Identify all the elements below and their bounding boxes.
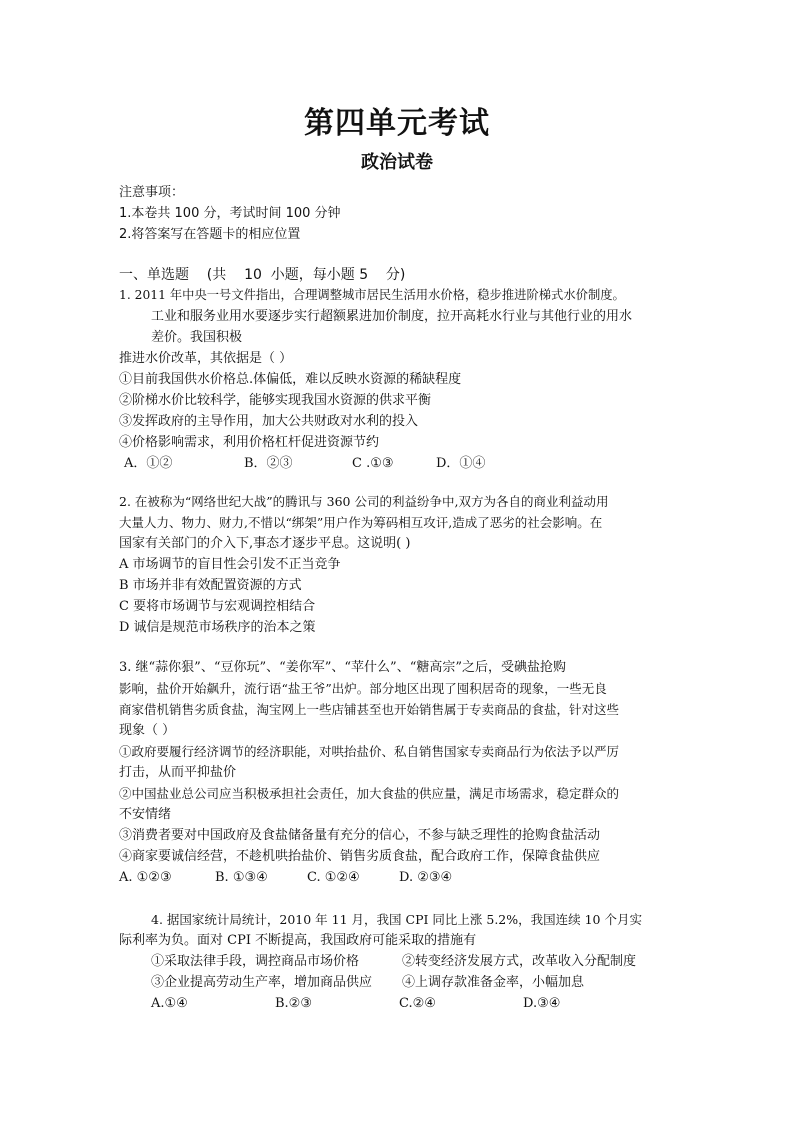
notes-item: 2.将答案写在答题卡的相应位置 xyxy=(119,227,301,242)
option-line-cont: 不安情绪 xyxy=(119,807,172,822)
choice-b: B. ①③④ xyxy=(215,870,268,885)
option-line: ②中国盐业总公司应当积极承担社会责任，加大食盐的供应量，满足市场需求，稳定群众的 xyxy=(119,786,620,801)
page-subtitle: 政治试卷 xyxy=(361,152,433,173)
answer-choices xyxy=(119,867,679,888)
option-line: ③消费者要对中国政府及食盐储备量有充分的信心，不参与缺乏理性的抢购食盐活动 xyxy=(119,828,601,843)
option-line: C 要将市场调节与宏观调控相结合 xyxy=(119,599,316,614)
answer-choices xyxy=(119,993,679,1014)
question-stem-line: 现象（ ） xyxy=(119,723,176,738)
question-stem-line: 影响，盐价开始飙升，流行语“盐王爷”出炉。部分地区出现了囤积居奇的现象，一些无良 xyxy=(119,681,607,696)
notes-heading: 注意事项： xyxy=(119,185,185,200)
option-line: ③企业提高劳动生产率，增加商品供应 xyxy=(151,975,373,990)
option-line: ④商家要诚信经营，不趁机哄抬盐价、销售劣质食盐，配合政府工作，保障食盐供应 xyxy=(119,849,601,864)
option-line: ②阶梯水价比较科学，能够实现我国水资源的供求平衡 xyxy=(119,393,432,408)
question-stem-line: 国家有关部门的介入下,事态才逐步平息。这说明( ) xyxy=(119,536,411,551)
notes-item: 1.本卷共 100 分，考试时间 100 分钟 xyxy=(119,206,341,221)
question-stem-line: 差价。我国积极 xyxy=(151,330,243,345)
option-line: D 诚信是规范市场秩序的治本之策 xyxy=(119,620,316,635)
question-stem-line: 2. 在被称为“网络世纪大战”的腾讯与 360 公司的利益纷争中,双方为各自的商业利益动用 xyxy=(119,494,609,509)
choice-b: B．②③ xyxy=(244,456,293,471)
option-line: ①政府要履行经济调节的经济职能，对哄抬盐价、私自销售国家专卖商品行为依法予以严厉 xyxy=(119,744,620,759)
choice-c: C .①③ xyxy=(352,456,394,471)
option-line: B 市场并非有效配置资源的方式 xyxy=(119,578,302,593)
option-row xyxy=(119,972,679,993)
question-2 xyxy=(119,491,679,638)
choice-c: C.②④ xyxy=(399,996,436,1011)
question-4 xyxy=(119,909,679,1014)
notes-block xyxy=(119,182,679,245)
question-stem-line: 际利率为负。面对 CPI 不断提高，我国政府可能采取的措施有 xyxy=(119,933,477,948)
question-stem-line: 大量人力、物力、财力,不惜以“绑架”用户作为筹码相互攻讦,造成了恶劣的社会影响。在 xyxy=(119,515,603,530)
question-stem-line: 推进水价改革，其依据是（ ） xyxy=(119,351,293,366)
option-line: ④价格影响需求，利用价格杠杆促进资源节约 xyxy=(119,435,380,450)
choice-a: A．①② xyxy=(124,456,173,471)
page-title: 第四单元考试 xyxy=(304,106,490,141)
option-line-cont: 打击，从而平抑盐价 xyxy=(119,765,237,780)
choice-d: D.③④ xyxy=(523,996,561,1011)
option-line: ①目前我国供水价格总.体偏低，难以反映水资源的稀缺程度 xyxy=(119,372,462,387)
question-stem-line: 工业和服务业用水要逐步实行超额累进加价制度，拉开高耗水行业与其他行业的用水 xyxy=(151,309,633,324)
question-stem-line: 4. 据国家统计局统计，2010 年 11 月，我国 CPI 同比上涨 5.2%，我国连续 10 个月实 xyxy=(151,912,642,927)
question-stem-line: 商家借机销售劣质食盐，淘宝网上一些店铺甚至也开始销售属于专卖商品的食盐，针对这些 xyxy=(119,702,620,717)
option-row xyxy=(119,951,679,972)
question-3 xyxy=(119,657,679,888)
choice-b: B.②③ xyxy=(275,996,312,1011)
option-line: ④上调存款准备金率，小幅加息 xyxy=(402,975,585,990)
option-line: ③发挥政府的主导作用，加大公共财政对水利的投入 xyxy=(119,414,419,429)
option-line: ②转变经济发展方式，改革收入分配制度 xyxy=(402,954,637,969)
option-line: ①采取法律手段，调控商品市场价格 xyxy=(151,954,360,969)
answer-choices xyxy=(119,453,679,474)
choice-c: C. ①②④ xyxy=(307,870,360,885)
option-line: A 市场调节的盲目性会引发不正当竞争 xyxy=(119,557,341,572)
choice-a: A. ①②③ xyxy=(119,870,172,885)
question-stem-line: 1. 2011 年中央一号文件指出，合理调整城市居民生活用水价格，稳步推进阶梯式水价制度。 xyxy=(119,288,625,302)
question-stem-line: 3. 继“蒜你狠”、“豆你玩”、“姜你军”、“苹什么”、“糖高宗”之后，受碘盐抢购 xyxy=(119,660,566,675)
question-1 xyxy=(119,285,679,474)
section-heading: 一、单选题 (共 10 小题，每小题 5 分) xyxy=(119,267,406,283)
choice-d: D. ②③④ xyxy=(399,870,453,885)
choice-d: D．①④ xyxy=(436,456,486,471)
choice-a: A.①④ xyxy=(151,996,188,1011)
